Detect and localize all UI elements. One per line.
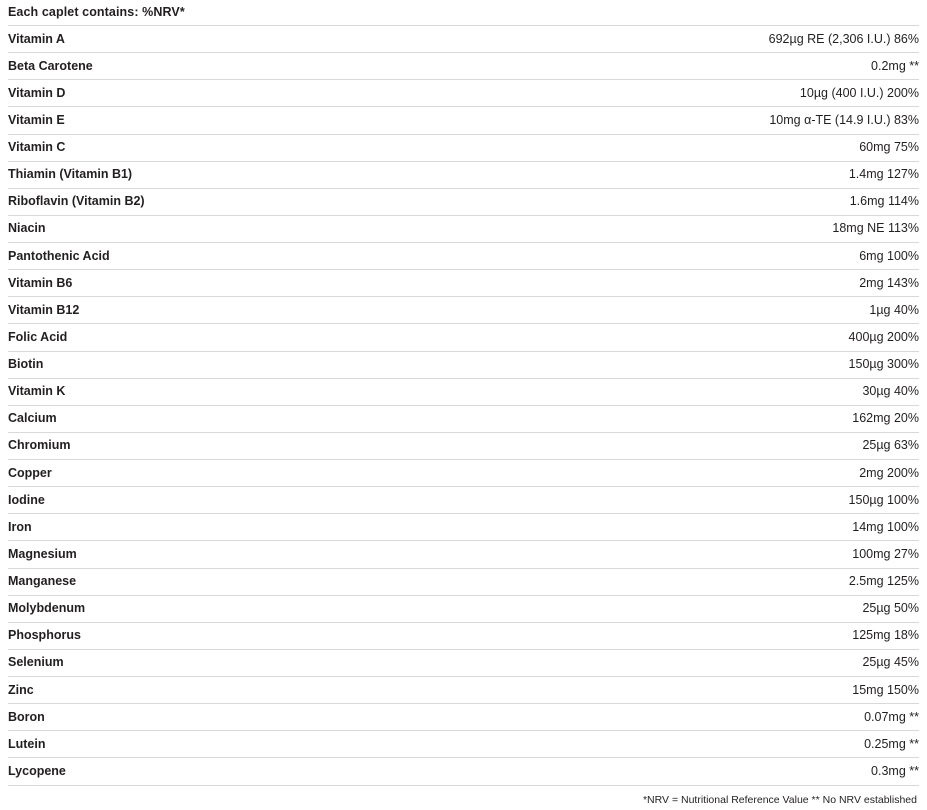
nutrient-amount: 1.4mg 127% <box>848 167 919 182</box>
nutrient-name: Lycopene <box>8 763 66 778</box>
nutrient-amount: 0.2mg ** <box>871 58 919 73</box>
nutrient-amount: 2.5mg 125% <box>848 574 919 588</box>
table-row <box>8 215 919 242</box>
nutrition-panel-header: Each caplet contains: %NRV* <box>8 5 185 19</box>
nutrient-amount: 100mg 27% <box>852 546 919 561</box>
nutrient-name: Biotin <box>8 357 44 371</box>
nutrition-table <box>8 25 919 785</box>
nutrient-amount: 25µg 50% <box>862 601 919 616</box>
nutrient-name: Lutein <box>8 736 46 751</box>
nutrient-amount: 25µg 63% <box>862 438 919 453</box>
table-row <box>8 270 919 297</box>
nutrient-amount: 2mg 200% <box>859 465 919 480</box>
table-row <box>8 487 919 514</box>
nutrient-amount: 400µg 200% <box>848 329 919 344</box>
nutrient-amount: 14mg 100% <box>852 519 919 534</box>
nutrient-name: Vitamin A <box>8 31 65 46</box>
nutrient-name: Riboflavin (Vitamin B2) <box>8 194 145 209</box>
nutrient-name: Chromium <box>8 438 71 453</box>
table-row <box>8 134 919 161</box>
nutrient-name: Vitamin K <box>8 384 66 399</box>
nutrient-amount: 162mg 20% <box>852 411 919 426</box>
nutrient-name: Folic Acid <box>8 329 68 344</box>
nutrient-name: Vitamin E <box>8 112 65 127</box>
table-row <box>8 622 919 649</box>
table-row <box>8 704 919 731</box>
nutrient-name: Copper <box>8 465 52 480</box>
nutrient-name: Pantothenic Acid <box>8 248 110 263</box>
nutrient-name: Zinc <box>8 682 34 697</box>
table-row <box>8 432 919 459</box>
nutrient-amount: 692µg RE (2,306 I.U.) 86% <box>768 31 919 46</box>
nutrient-name: Selenium <box>8 655 64 670</box>
nutrient-name: Vitamin D <box>8 85 66 100</box>
nutrient-name: Phosphorus <box>8 628 81 643</box>
table-row <box>8 731 919 758</box>
table-row <box>8 53 919 80</box>
table-row <box>8 595 919 622</box>
nutrient-amount: 15mg 150% <box>852 682 919 697</box>
table-row <box>8 243 919 270</box>
nutrient-amount: 0.3mg ** <box>871 763 919 778</box>
nutrient-name: Molybdenum <box>8 601 86 616</box>
nutrient-amount: 25µg 45% <box>862 655 919 670</box>
nutrient-name: Beta Carotene <box>8 58 93 73</box>
table-row <box>8 188 919 215</box>
table-row <box>8 514 919 541</box>
nutrient-name: Magnesium <box>8 546 77 561</box>
table-row <box>8 161 919 188</box>
nutrient-amount: 30µg 40% <box>862 384 919 399</box>
nutrition-footnote: *NRV = Nutritional Reference Value ** No NRV established <box>642 793 917 806</box>
table-row <box>8 378 919 405</box>
table-row <box>8 405 919 432</box>
nutrient-amount: 0.07mg ** <box>864 709 919 724</box>
table-row <box>8 324 919 351</box>
nutrient-amount: 1.6mg 114% <box>849 194 919 209</box>
table-row <box>8 107 919 134</box>
table-row <box>8 541 919 568</box>
nutrient-name: Niacin <box>8 221 46 236</box>
nutrient-amount: 18mg NE 113% <box>832 221 919 236</box>
nutrient-amount: 10µg (400 I.U.) 200% <box>799 85 919 100</box>
nutrient-amount: 10mg α-TE (14.9 I.U.) 83% <box>769 112 919 127</box>
nutrient-amount: 150µg 100% <box>848 492 919 507</box>
table-row <box>8 758 919 785</box>
nutrient-name: Iron <box>8 519 32 534</box>
nutrient-name: Vitamin B12 <box>8 302 80 317</box>
table-row <box>8 460 919 487</box>
nutrient-amount: 0.25mg ** <box>864 736 919 751</box>
table-row <box>8 351 919 378</box>
nutrient-amount: 1µg 40% <box>869 302 919 317</box>
nutrient-amount: 6mg 100% <box>859 248 919 263</box>
nutrient-name: Calcium <box>8 411 57 426</box>
table-row <box>8 297 919 324</box>
nutrition-table-body <box>8 26 919 785</box>
table-row <box>8 80 919 107</box>
nutrient-amount: 125mg 18% <box>852 628 919 643</box>
nutrient-name: Manganese <box>8 574 77 588</box>
nutrient-name: Boron <box>8 709 45 724</box>
nutrient-amount: 60mg 75% <box>859 140 919 154</box>
nutrient-name: Thiamin (Vitamin B1) <box>8 167 133 182</box>
table-row <box>8 677 919 704</box>
nutrient-name: Iodine <box>8 492 45 507</box>
footnote-divider <box>8 785 919 810</box>
nutrient-name: Vitamin B6 <box>8 275 73 290</box>
nutrient-name: Vitamin C <box>8 140 66 154</box>
table-row <box>8 649 919 676</box>
nutrient-amount: 2mg 143% <box>859 275 919 290</box>
nutrient-amount: 150µg 300% <box>848 357 919 371</box>
table-row <box>8 568 919 595</box>
table-row <box>8 26 919 53</box>
